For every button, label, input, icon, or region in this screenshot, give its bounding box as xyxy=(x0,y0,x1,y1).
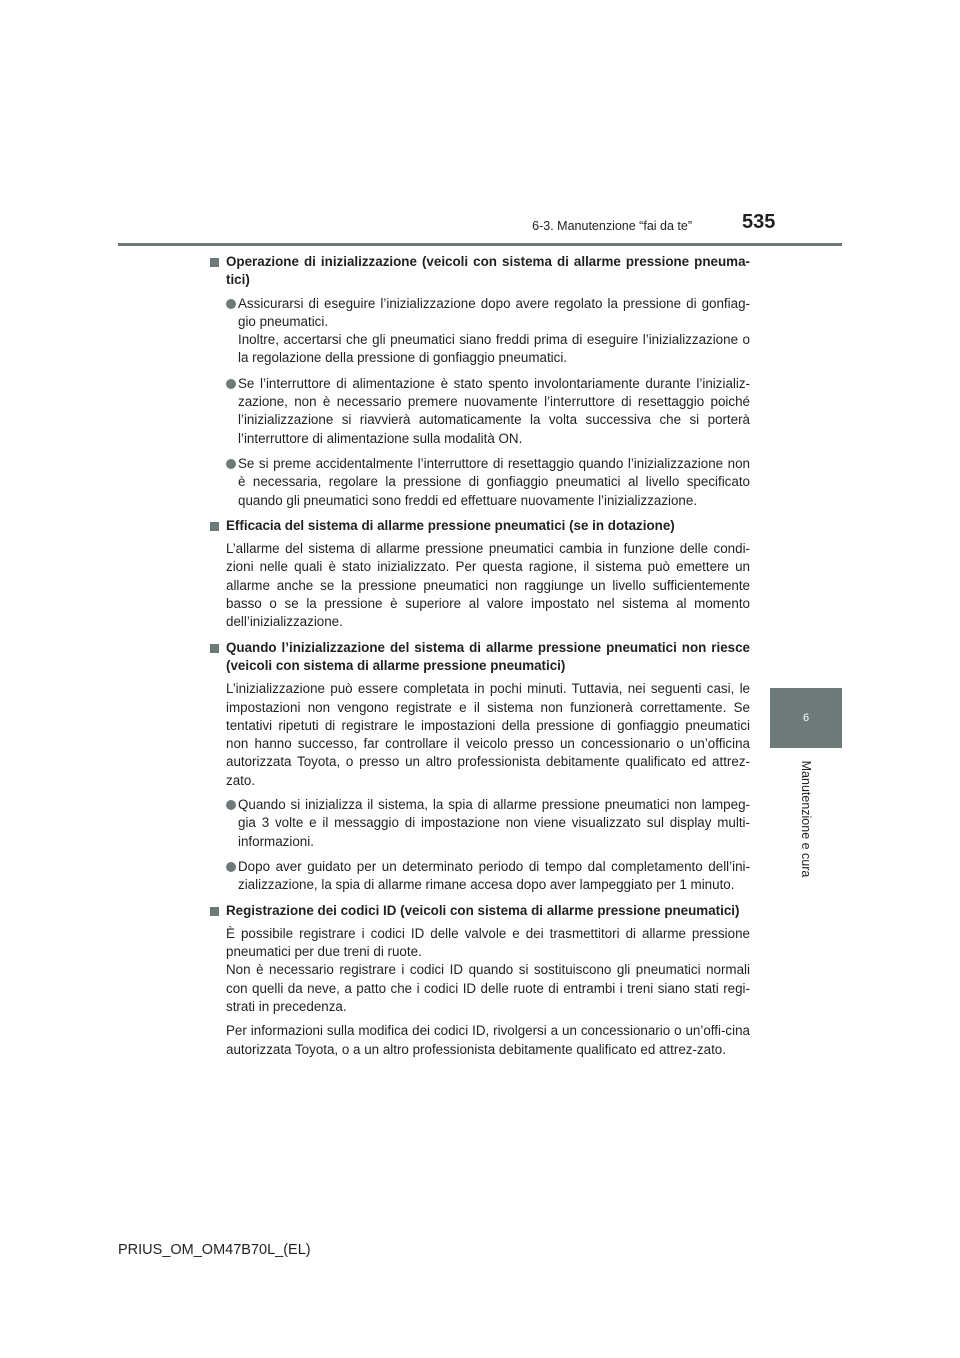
section-initialization xyxy=(210,253,750,510)
header-rule xyxy=(118,243,842,246)
bullet-dot-icon xyxy=(226,862,236,872)
bullet-dot-icon xyxy=(226,379,236,389)
bullet-item xyxy=(226,295,750,368)
chapter-tab xyxy=(770,688,842,748)
section-square-icon xyxy=(210,258,219,267)
section-title: Operazione di inizializzazione (veicoli con sistema di allarme pressione pneuma-tici) xyxy=(226,254,750,288)
bullet-item xyxy=(226,455,750,510)
section-paragraph: L’inizializzazione può essere completata in pochi minuti. Tuttavia, nei seguenti casi, le impostazioni non vengono registrate e il sistema non funzionerà correttamente. Se tentativi ripetuti di registrare le impostazioni della pressione di gonfiaggio pneumatici non hanno successo, far controllare il veicolo presso un concessionario o un’officina autorizzata Toyota, o presso un altro professionista debitamente qualificato ed attrez-zato. xyxy=(226,681,750,788)
header-section-title: 6-3. Manutenzione “fai da te” xyxy=(532,219,692,233)
section-title: Registrazione dei codici ID (veicoli con sistema di allarme pressione pneumatici) xyxy=(226,902,740,918)
section-paragraph: Per informazioni sulla modifica dei codici ID, rivolgersi a un concessionario o un’offi-cina autorizzata Toyota, o a un altro professionista debitamente qualificato ed attrez-zato. xyxy=(226,1023,750,1057)
bullet-dot-icon xyxy=(226,800,236,810)
page-number: 535 xyxy=(742,211,776,233)
bullet-dot-icon xyxy=(226,299,236,309)
bullet-text: Assicurarsi di eseguire l’inizializzazione dopo avere regolato la pressione di gonfiag-gio pneumatici. xyxy=(238,295,750,329)
section-square-icon xyxy=(210,522,219,531)
section-id-registration xyxy=(210,902,750,1059)
bullet-item xyxy=(226,375,750,448)
bullet-dot-icon xyxy=(226,459,236,469)
section-paragraph: È possibile registrare i codici ID delle valvole e dei trasmettitori di allarme pressione pneumatici per due treni di ruote. xyxy=(226,925,750,960)
section-effectiveness xyxy=(210,517,750,632)
footer-doc-code: PRIUS_OM_OM47B70L_(EL) xyxy=(118,1242,311,1258)
section-paragraph: Non è necessario registrare i codici ID quando si sostituiscono gli pneumatici normali con quelli da neve, a patto che i codici ID delle ruote di entrambi i treni siano stati regi-strati in precedenza. xyxy=(226,962,750,1014)
chapter-label: Manutenzione e cura xyxy=(799,760,813,878)
bullet-text-continued: Inoltre, accertarsi che gli pneumatici siano freddi prima di eseguire l’inizializzazione o la regolazione della pressione di gonfiaggio pneumatici. xyxy=(238,332,750,366)
page-content xyxy=(210,253,750,1066)
bullet-item xyxy=(226,796,750,851)
section-title: Quando l’inizializzazione del sistema di allarme pressione pneumatici non riesce (veicoli con sistema di allarme pressione pneumatici) xyxy=(226,639,750,673)
bullet-text: Quando si inizializza il sistema, la spia di allarme pressione pneumatici non lampeg-gia 3 volte e il messaggio di impostazione non viene visualizzato sul display multi-informazioni. xyxy=(238,797,750,849)
chapter-label-container xyxy=(797,758,815,880)
section-init-fails xyxy=(210,639,750,895)
section-square-icon xyxy=(210,644,219,653)
bullet-text: Se l’interruttore di alimentazione è stato spento involontariamente durante l’inizializ-zazione, non è necessario premere nuovamente l’interruttore di resettaggio poiché l’inizializzazione si riavvierà automaticamente la volta successiva che si porterà l’interruttore di alimentazione sulla modalità ON. xyxy=(238,375,750,446)
chapter-number: 6 xyxy=(802,712,810,724)
section-paragraph: L’allarme del sistema di allarme pressione pneumatici cambia in funzione delle condi-zioni nelle quali è stato inizializzato. Per questa ragione, il sistema può emettere un allarme anche se la pressione pneumatici non raggiunge un livello sufficientemente basso o se la pressione è superiore al valore impostato nel sistema al momento dell’inizializzazione. xyxy=(226,541,750,630)
bullet-text: Dopo aver guidato per un determinato periodo di tempo dal completamento dell’ini-zializzazione, la spia di allarme rimane accesa dopo aver lampeggiato per 1 minuto. xyxy=(238,858,750,893)
section-square-icon xyxy=(210,907,219,916)
bullet-item xyxy=(226,858,750,895)
section-title: Efficacia del sistema di allarme pressione pneumatici (se in dotazione) xyxy=(226,517,675,533)
bullet-text: Se si preme accidentalmente l’interruttore di resettaggio quando l’inizializzazione non è necessaria, regolare la pressione di gonfiaggio pneumatici al livello specificato quando gli pneumatici sono freddi ed effettuare nuovamente l’inizializzazione. xyxy=(238,455,750,508)
